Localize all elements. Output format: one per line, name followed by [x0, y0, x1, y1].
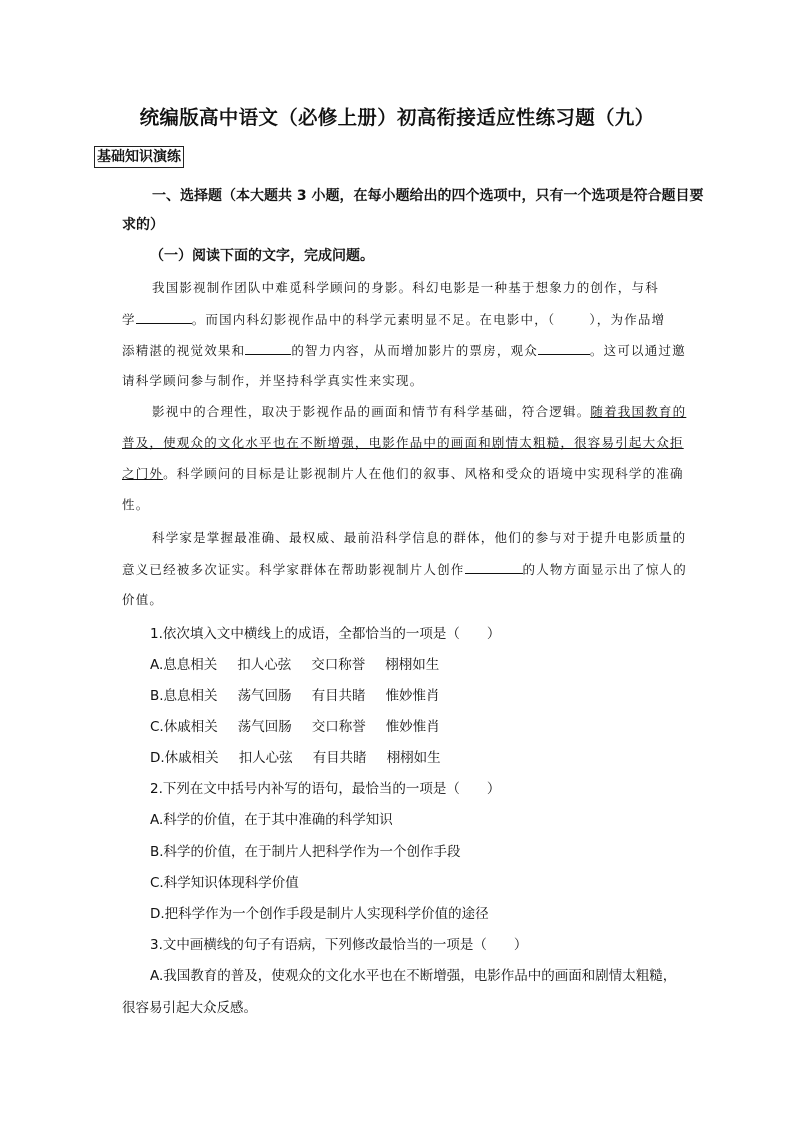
- underlined-sentence: 随着我国教育的: [590, 404, 687, 419]
- passage-p2-line-4: 性。: [122, 497, 150, 512]
- option-word: D.休戚相关: [150, 750, 219, 766]
- option-word: B.息息相关: [150, 688, 218, 704]
- text-span: 。科学顾问的目标是让影视制片人在他们的叙事、风格和受众的语境中实现科学的准确: [163, 466, 684, 481]
- underlined-sentence: 之门外: [122, 466, 164, 481]
- text-span: 学: [122, 312, 136, 327]
- option-word: 扣人心弦: [238, 750, 293, 766]
- fill-blank-3: [538, 340, 590, 355]
- text-span: 影视中的合理性，取决于影视作品的画面和情节有科学基础，符合逻辑。: [152, 404, 591, 419]
- instruction-line-2: 求的）: [122, 217, 164, 233]
- question-3-option-a-line-1: A.我国教育的普及，使观众的文化水平也在不断增强，电影作品中的画面和剧情太粗糙，: [150, 968, 677, 984]
- question-1-option-d: [150, 746, 461, 766]
- question-3-stem: 3.文中画横线的句子有语病，下列修改最恰当的一项是（ ）: [150, 937, 528, 953]
- option-word: 栩栩如生: [386, 750, 441, 766]
- passage-p1-line-4: 请科学顾问参与制作，并坚持科学真实性来实现。: [122, 373, 424, 388]
- fill-blank-4: [465, 559, 523, 574]
- passage-p2-line-3: [122, 464, 684, 484]
- passage-p1-line-3: [122, 340, 686, 361]
- text-span: 添精湛的视觉效果和: [122, 343, 246, 358]
- question-1-option-a: [150, 653, 459, 673]
- option-word: 荡气回肠: [237, 719, 292, 735]
- instruction-line-1: 一、选择题（本大题共 3 小题，在每小题给出的四个选项中，只有一个选项是符合题目要: [152, 188, 704, 204]
- option-word: 栩栩如生: [385, 657, 440, 673]
- question-2-option-d: D.把科学作为一个创作手段是制片人实现科学价值的途径: [150, 906, 489, 922]
- text-span: 的智力内容，从而增加影片的票房，观众: [291, 343, 538, 358]
- option-word: A.息息相关: [150, 657, 218, 673]
- passage-p2-line-1: [152, 402, 686, 422]
- option-word: 扣人心弦: [237, 657, 292, 673]
- text-span: ），为作品增: [589, 312, 666, 327]
- option-word: 交口称誉: [311, 657, 366, 673]
- option-word: 交口称誉: [311, 719, 366, 735]
- passage-p3-line-3: 价值。: [122, 592, 164, 607]
- section-label: 基础知识演练: [94, 146, 184, 168]
- question-2-stem: 2.下列在文中括号内补写的语句，最恰当的一项是（ ）: [150, 781, 501, 797]
- question-1-option-c: [150, 715, 460, 735]
- page-title: 统编版高中语文（必修上册）初高衔接适应性练习题（九）: [139, 106, 655, 129]
- sub-instruction: （一）阅读下面的文字，完成问题。: [150, 248, 374, 264]
- passage-p3-line-2: [122, 559, 687, 580]
- question-1-stem: 1.依次填入文中横线上的成语，全都恰当的一项是（ ）: [150, 626, 501, 642]
- option-word: 荡气回肠: [237, 688, 292, 704]
- text-span: 意义已经被多次证实。科学家群体在帮助影视制片人创作: [122, 562, 465, 577]
- question-2-option-b: B.科学的价值，在于制片人把科学作为一个创作手段: [150, 844, 461, 860]
- passage-p2-line-2-underlined: 普及，使观众的文化水平也在不断增强，电影作品中的画面和剧情太粗糙，很容易引起大众拒: [122, 435, 684, 450]
- option-word: 惟妙惟肖: [385, 688, 440, 704]
- passage-p1-line-1: 我国影视制作团队中难觅科学顾问的身影。科幻电影是一种基于想象力的创作，与科: [152, 280, 659, 295]
- passage-p3-line-1: 科学家是掌握最准确、最权威、最前沿科学信息的群体，他们的参与对于提升电影质量的: [152, 530, 687, 545]
- option-word: 有目共睹: [311, 688, 366, 704]
- text-span: 。而国内科幻影视作品中的科学元素明显不足。在电影中，（: [191, 312, 556, 327]
- option-word: 有目共睹: [312, 750, 367, 766]
- text-span: 。这可以通过邀: [589, 343, 686, 358]
- fill-blank-1: [136, 309, 192, 324]
- passage-p1-line-2: [122, 309, 665, 330]
- question-1-option-b: [150, 684, 460, 704]
- text-span: 的人物方面显示出了惊人的: [522, 562, 687, 577]
- question-2-option-c: C.科学知识体现科学价值: [150, 875, 299, 891]
- question-2-option-a: A.科学的价值，在于其中准确的科学知识: [150, 812, 393, 828]
- question-3-option-a-line-2: 很容易引起大众反感。: [122, 1000, 257, 1016]
- fill-blank-2: [245, 340, 291, 355]
- option-word: 惟妙惟肖: [385, 719, 440, 735]
- option-word: C.休戚相关: [150, 719, 218, 735]
